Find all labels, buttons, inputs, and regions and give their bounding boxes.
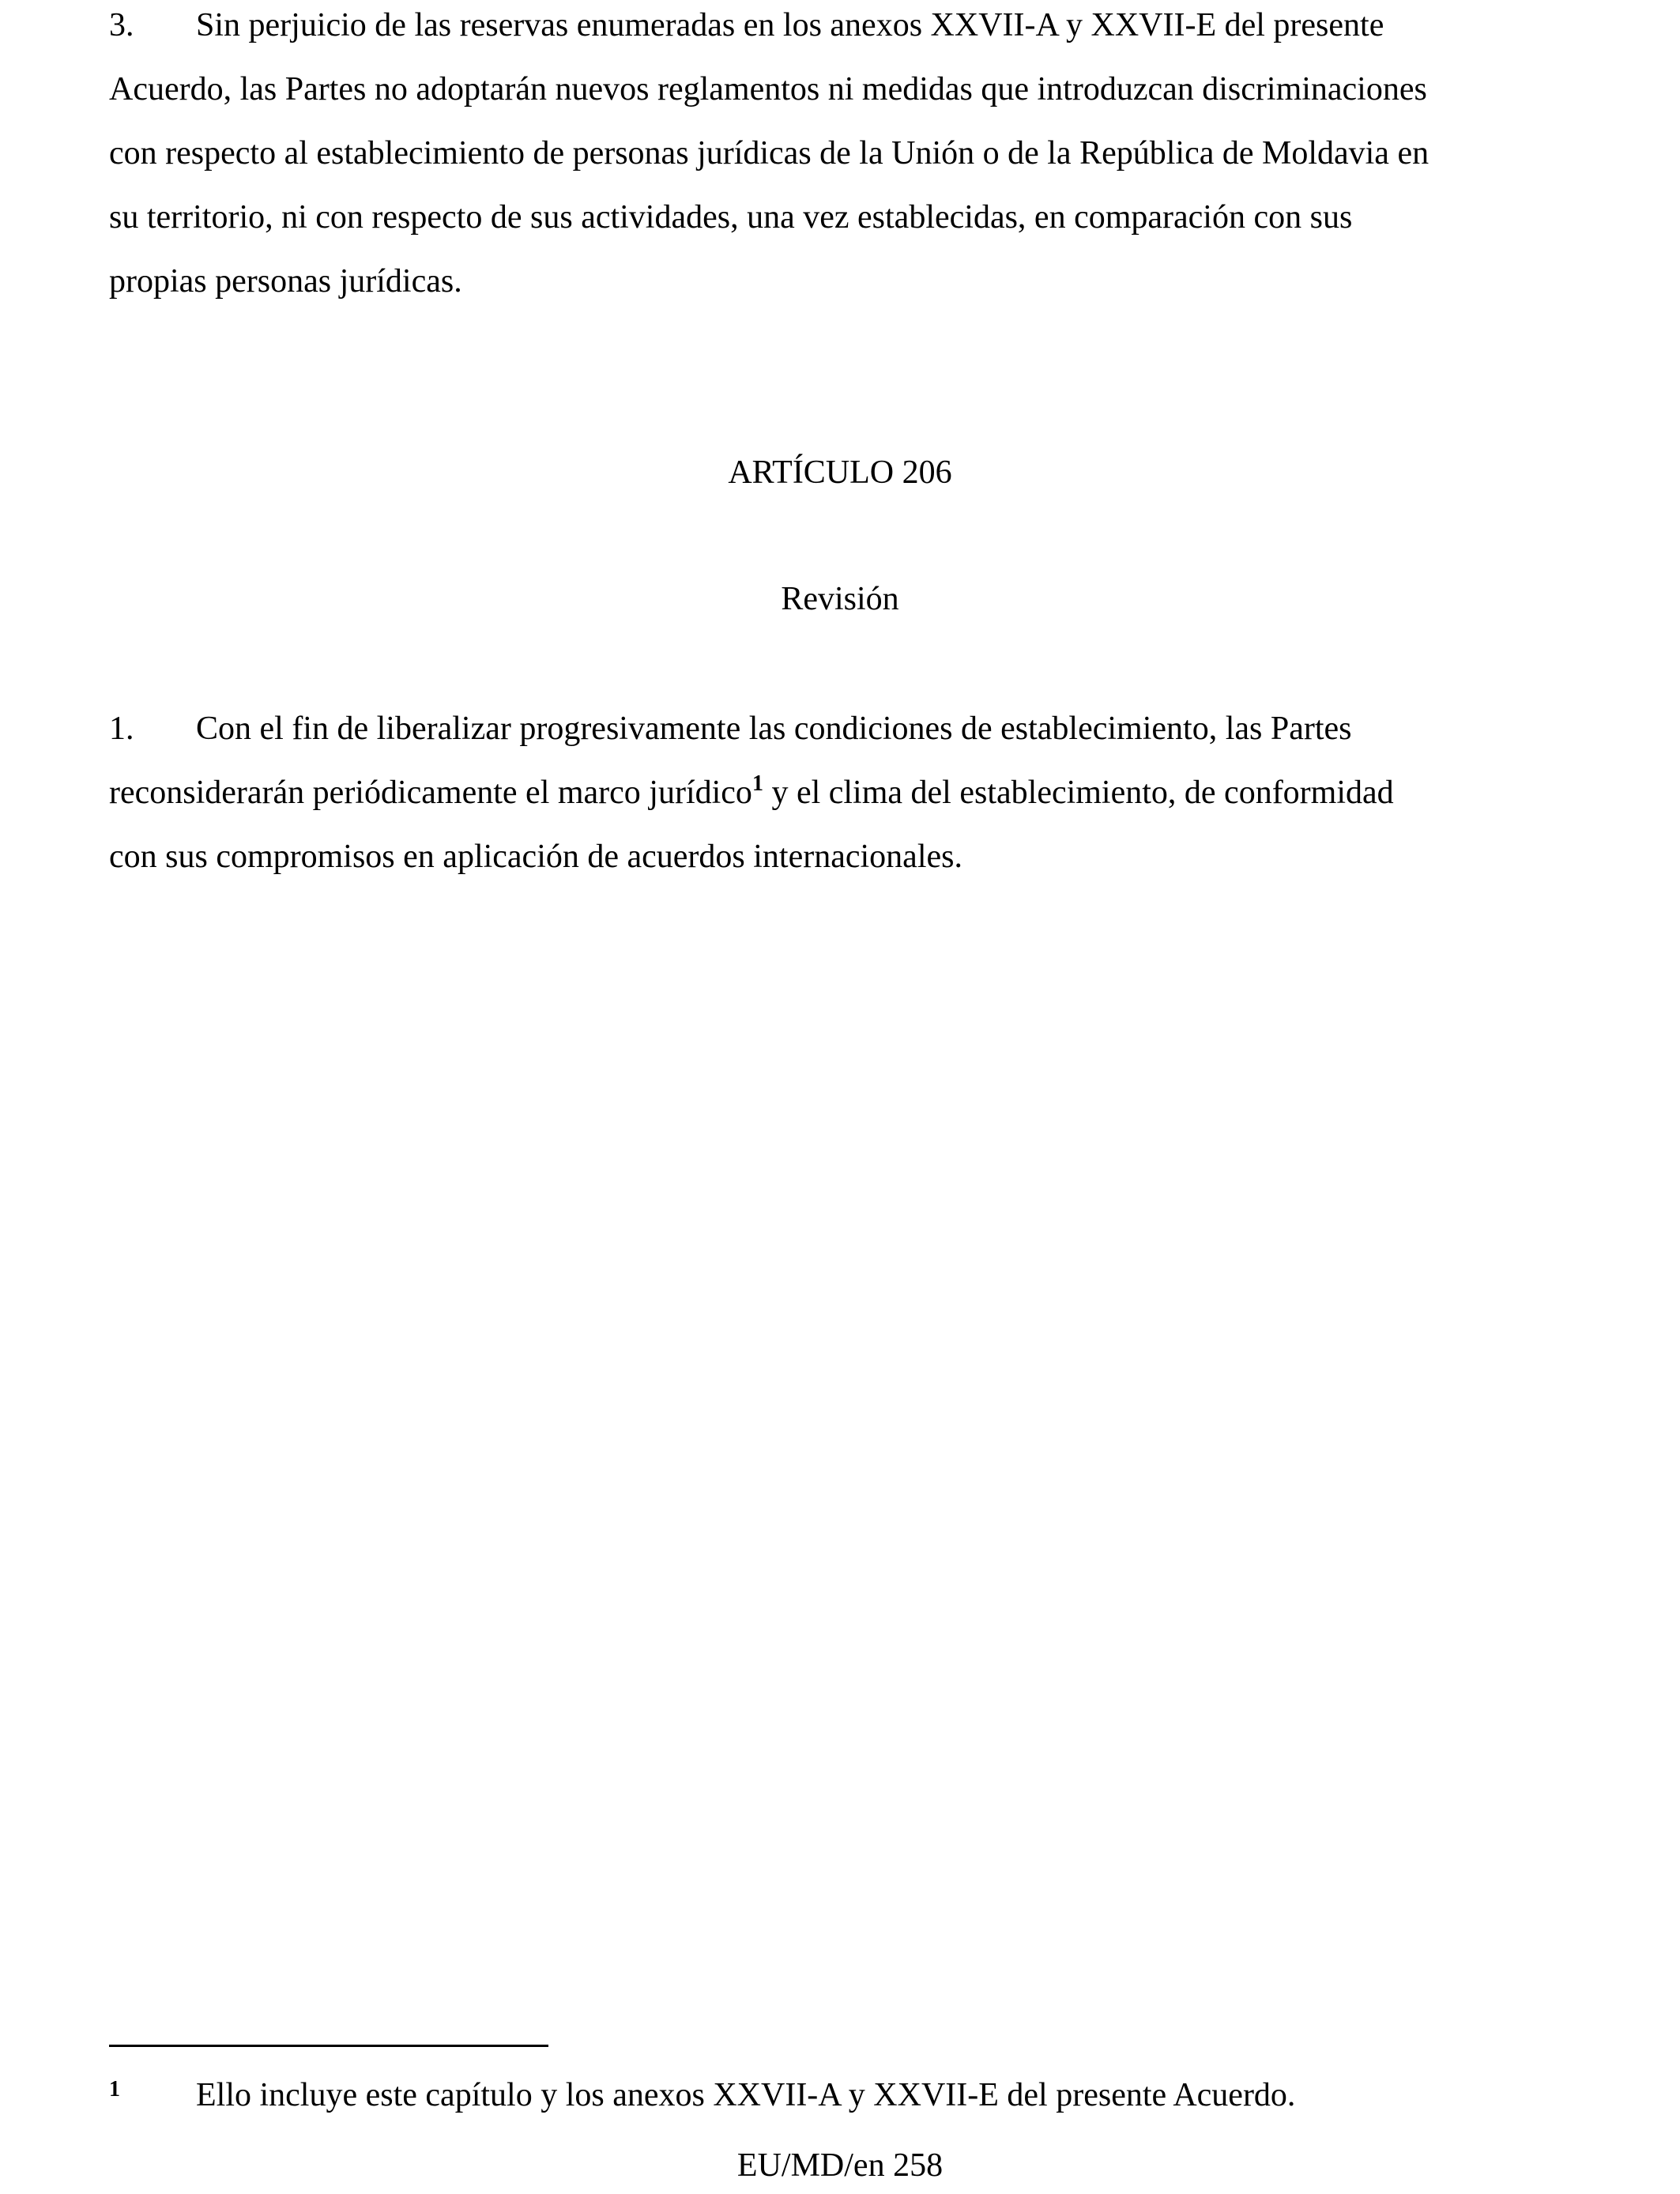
footnote-reference[interactable]: 1	[751, 771, 763, 796]
paragraph-3	[109, 0, 1579, 314]
paragraph-3-line-4: su territorio, ni con respecto de sus actividades, una vez establecidas, en comparación con sus	[109, 199, 1353, 236]
paragraph-1-line-2-before: reconsiderarán periódicamente el marco jurídico	[109, 775, 752, 811]
paragraph-3-number: 3.	[109, 7, 134, 43]
paragraph-3-line	[109, 0, 1579, 58]
paragraph-1	[109, 697, 1579, 889]
paragraph-1-number: 1.	[109, 711, 134, 747]
paragraph-3-line-5: propias personas jurídicas.	[109, 263, 462, 300]
paragraph-1-line-2-after: y el clima del establecimiento, de conformidad	[763, 775, 1394, 811]
paragraph-1-first-line	[109, 697, 1579, 761]
paragraph-3-line-1: Sin perjuicio de las reservas enumeradas en los anexos XXVII-A y XXVII-E del presente	[196, 7, 1384, 43]
footnote-separator	[109, 2045, 548, 2047]
paragraph-1-line-1: Con el fin de liberalizar progresivamente las condiciones de establecimiento, las Partes	[196, 711, 1352, 747]
footnote-number: 1	[109, 2077, 120, 2102]
paragraph-1-second-line	[109, 761, 1579, 825]
article-subheading: Revisión	[781, 581, 899, 617]
article-heading: ARTÍCULO 206	[728, 454, 952, 491]
footnote-text: Ello incluye este capítulo y los anexos XXVII-A y XXVII-E del presente Acuerdo.	[196, 2077, 1296, 2113]
paragraph-1-line-3: con sus compromisos en aplicación de acuerdos internacionales.	[109, 839, 962, 875]
paragraph-3-line-2: Acuerdo, las Partes no adoptarán nuevos reglamentos ni medidas que introduzcan discriminaciones	[109, 71, 1427, 107]
paragraph-3-line-3: con respecto al establecimiento de personas jurídicas de la Unión o de la República de Moldavia en	[109, 135, 1430, 172]
footnote	[109, 2066, 1579, 2119]
page-footer: EU/MD/en 258	[736, 2147, 944, 2184]
